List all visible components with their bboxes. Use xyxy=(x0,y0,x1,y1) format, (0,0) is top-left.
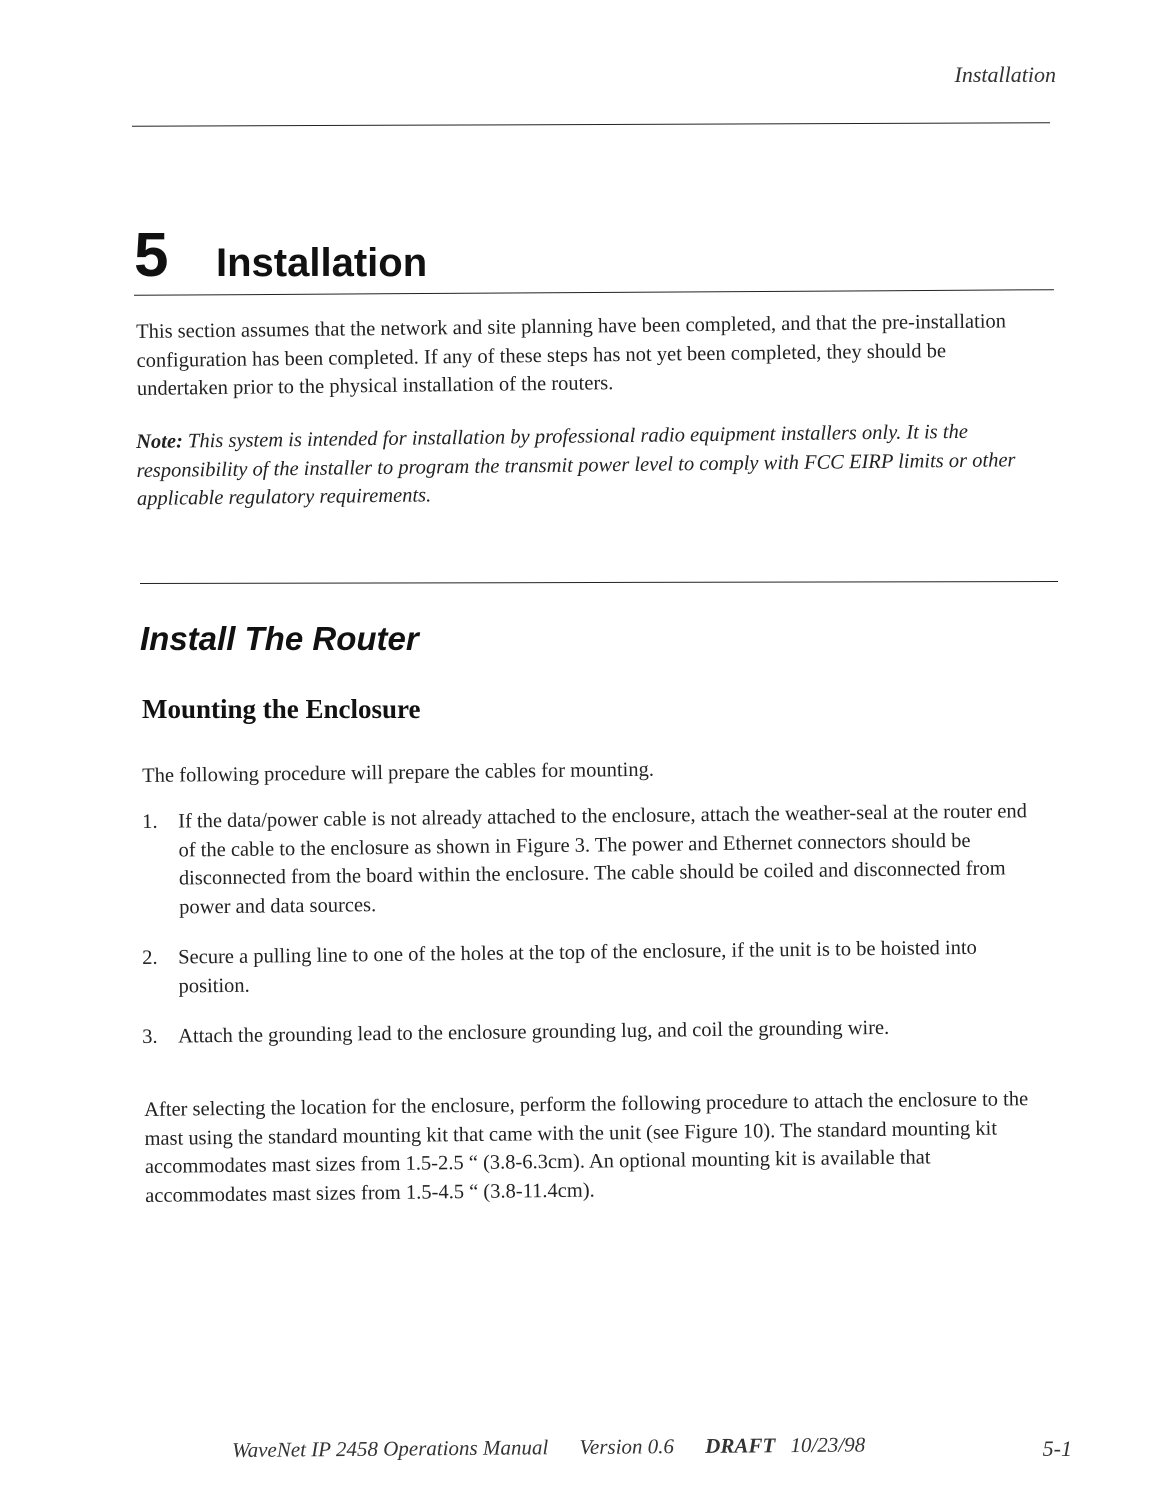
note-text: This system is intended for installation by professional radio equipment installers only. It is the responsibility of the installer to program the transmit power level to comply with FCC EIRP limits or other applicable regulatory requirements. xyxy=(136,420,1016,510)
intro-paragraph: This section assumes that the network and site planning have been completed, and that the pre-installation configuration has been completed. If any of these steps has not yet been completed, they should be undertaken prior to the physical installation of the routers. xyxy=(136,310,1007,400)
step-text: Attach the grounding lead to the enclosure grounding lug, and coil the grounding wire. xyxy=(178,1016,890,1048)
note-label: Note: xyxy=(136,430,183,453)
footer-date: 10/23/98 xyxy=(790,1432,866,1458)
footer-version: Version 0.6 xyxy=(579,1434,675,1459)
page-footer xyxy=(232,1432,891,1463)
footer-draft-label: DRAFT xyxy=(705,1433,776,1458)
running-header: Installation xyxy=(954,62,1056,87)
page-number: 5-1 xyxy=(1042,1436,1072,1461)
list-item xyxy=(142,933,1043,1001)
footer-manual-title: WaveNet IP 2458 Operations Manual xyxy=(232,1435,549,1462)
chapter-title: Installation xyxy=(216,241,428,285)
section-divider xyxy=(140,581,1058,584)
list-item xyxy=(142,797,1043,922)
chapter-heading xyxy=(134,218,1054,294)
step-text: Secure a pulling line to one of the holes at the top of the enclosure, if the unit is to be hoisted into position. xyxy=(178,936,977,998)
procedure-steps xyxy=(142,800,1042,1074)
procedure-intro: The following procedure will prepare the cables for mounting. xyxy=(142,758,655,787)
step-number: 2. xyxy=(142,946,158,969)
step-text: If the data/power cable is not already attached to the enclosure, attach the weather-seal at the router end of the cable to the enclosure as shown in Figure 3. The power and Ethernet connectors should be disconnected from the board within the enclosure. The cable should be coiled and disconnected from power and data sources. xyxy=(178,800,1028,919)
subsection-title: Mounting the Enclosure xyxy=(142,694,421,724)
section-title: Install The Router xyxy=(140,620,419,657)
chapter-number: 5 xyxy=(134,221,169,290)
note-paragraph xyxy=(136,417,1067,514)
chapter-underline xyxy=(134,289,1054,296)
list-item xyxy=(142,1012,1042,1051)
mounting-paragraph: After selecting the location for the enclosure, perform the following procedure to attach the enclosure to the mast using the standard mounting kit that came with the unit (see Figure 10). The standard mounting kit accommodates mast sizes from 1.5-2.5 “ (3.8-6.3cm). An optional mounting kit is available that accommodates mast sizes from 1.5-4.5 “ (3.8-11.4cm). xyxy=(144,1088,1029,1207)
step-number: 3. xyxy=(142,1025,158,1048)
header-divider xyxy=(132,122,1050,127)
step-number: 1. xyxy=(142,810,158,833)
